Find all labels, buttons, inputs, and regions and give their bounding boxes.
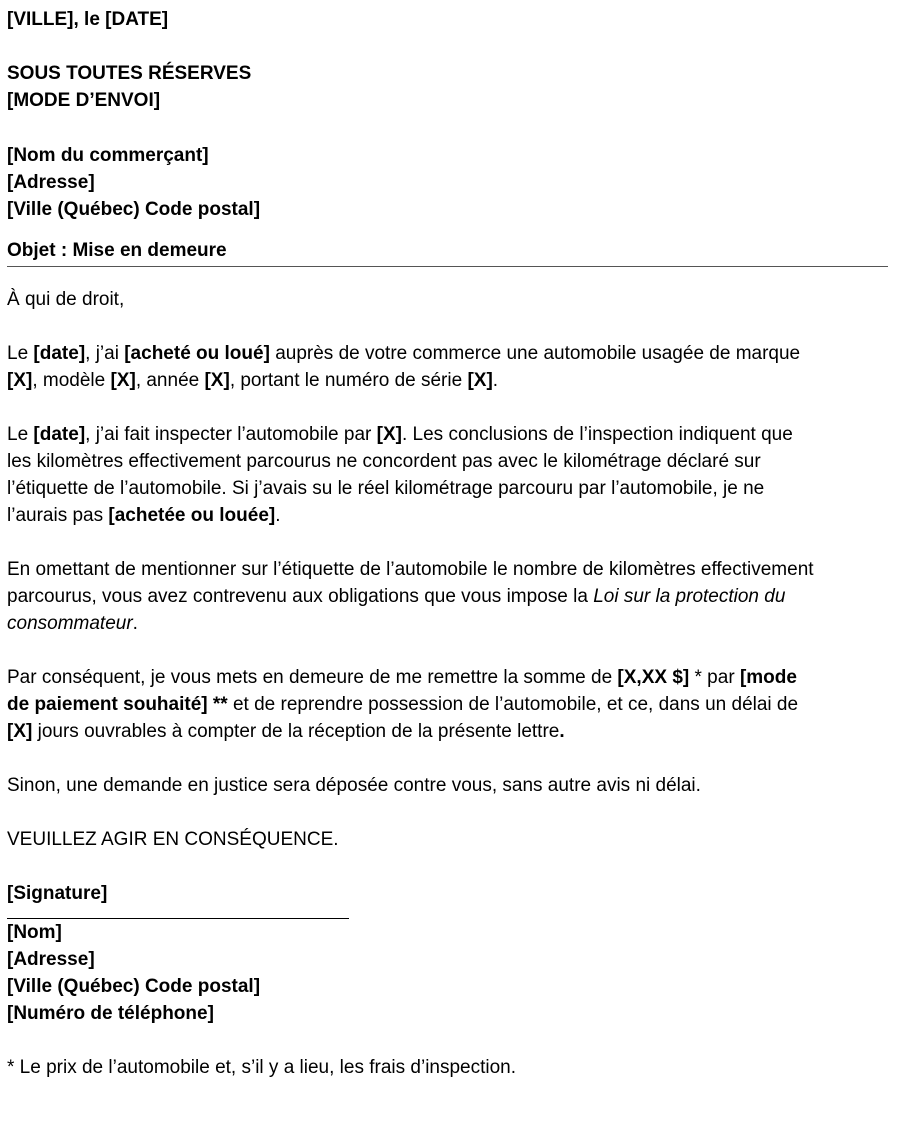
p4-bold: [mode xyxy=(739,667,797,688)
p1-text: Le xyxy=(7,343,34,364)
paragraph-inspection xyxy=(7,421,892,529)
p3-text: parcourus, vous avez contrevenu aux obligations que vous impose la xyxy=(7,586,594,607)
paragraph-demand xyxy=(7,664,892,745)
p3-law-title: Loi sur la protection du xyxy=(593,586,786,607)
p4-bold: ** xyxy=(212,694,228,715)
p1-text: . xyxy=(492,370,499,391)
mode-envoi-line: [MODE D’ENVOI] xyxy=(7,90,161,111)
p2-text: . xyxy=(275,505,281,526)
p2-bold: [X] xyxy=(376,424,402,445)
subject-line: Objet : Mise en demeure xyxy=(7,240,227,261)
p3-line: En omettant de mentionner sur l’étiquette de l’automobile le nombre de kilomètres effectivement xyxy=(7,559,814,580)
p1-bold: [X] xyxy=(467,370,493,391)
letter-page xyxy=(7,6,892,1081)
recipient-city: [Ville (Québec) Code postal] xyxy=(7,199,261,220)
p2-bold: [date] xyxy=(33,424,86,445)
p4-text: Par conséquent, je vous mets en demeure de me remettre la somme de xyxy=(7,667,618,688)
recipient-name: [Nom du commerçant] xyxy=(7,145,209,166)
paragraph-purchase xyxy=(7,340,892,394)
p1-bold: [acheté ou loué] xyxy=(124,343,270,364)
p3-text: . xyxy=(132,613,138,634)
subject-block xyxy=(7,237,888,267)
p4-bold: [X,XX $] xyxy=(617,667,690,688)
paragraph-label xyxy=(7,556,892,637)
p1-text: , portant le numéro de série xyxy=(229,370,468,391)
p4-bold: de paiement souhaité] xyxy=(7,694,208,715)
city-date-line: [VILLE], le [DATE] xyxy=(7,9,169,30)
p1-text: , j’ai xyxy=(85,343,125,364)
footnote: * Le prix de l’automobile et, s’il y a lieu, les frais d’inspection. xyxy=(7,1057,517,1078)
p4-bold: . xyxy=(559,721,565,742)
p2-text: l’aurais pas xyxy=(7,505,109,526)
p2-text: . Les conclusions de l’inspection indiquent que xyxy=(401,424,793,445)
sender-city: [Ville (Québec) Code postal] xyxy=(7,976,261,997)
sender-phone: [Numéro de téléphone] xyxy=(7,1003,214,1024)
p2-line: l’étiquette de l’automobile. Si j’avais su le réel kilométrage parcouru par l’automobile, je ne xyxy=(7,478,765,499)
p2-bold: [achetée ou louée] xyxy=(108,505,276,526)
reserves-line: SOUS TOUTES RÉSERVES xyxy=(7,63,252,84)
p2-text: Le xyxy=(7,424,34,445)
p3-law-title: consommateur xyxy=(7,613,133,634)
p1-bold: [date] xyxy=(33,343,86,364)
p1-text: , année xyxy=(135,370,205,391)
p1-bold: [X] xyxy=(7,370,33,391)
p4-text: et de reprendre possession de l’automobile, et ce, dans un délai de xyxy=(227,694,799,715)
p4-bold: [X] xyxy=(7,721,33,742)
p1-bold: [X] xyxy=(204,370,230,391)
p2-text: , j’ai fait inspecter l’automobile par xyxy=(85,424,377,445)
salutation: À qui de droit, xyxy=(7,289,125,310)
p2-line: les kilomètres effectivement parcourus ne concordent pas avec le kilométrage déclaré sur xyxy=(7,451,761,472)
sender-address: [Adresse] xyxy=(7,949,95,970)
signature-label: [Signature] xyxy=(7,883,108,904)
p1-text: , modèle xyxy=(32,370,111,391)
paragraph-act: VEUILLEZ AGIR EN CONSÉQUENCE. xyxy=(7,829,339,850)
p1-bold: [X] xyxy=(110,370,136,391)
recipient-address: [Adresse] xyxy=(7,172,95,193)
p4-text: jours ouvrables à compter de la réception de la présente lettre xyxy=(32,721,560,742)
p4-text: * par xyxy=(689,667,740,688)
sender-name: [Nom] xyxy=(7,922,62,943)
p1-text: auprès de votre commerce une automobile usagée de marque xyxy=(269,343,801,364)
paragraph-warning: Sinon, une demande en justice sera déposée contre vous, sans autre avis ni délai. xyxy=(7,775,701,796)
